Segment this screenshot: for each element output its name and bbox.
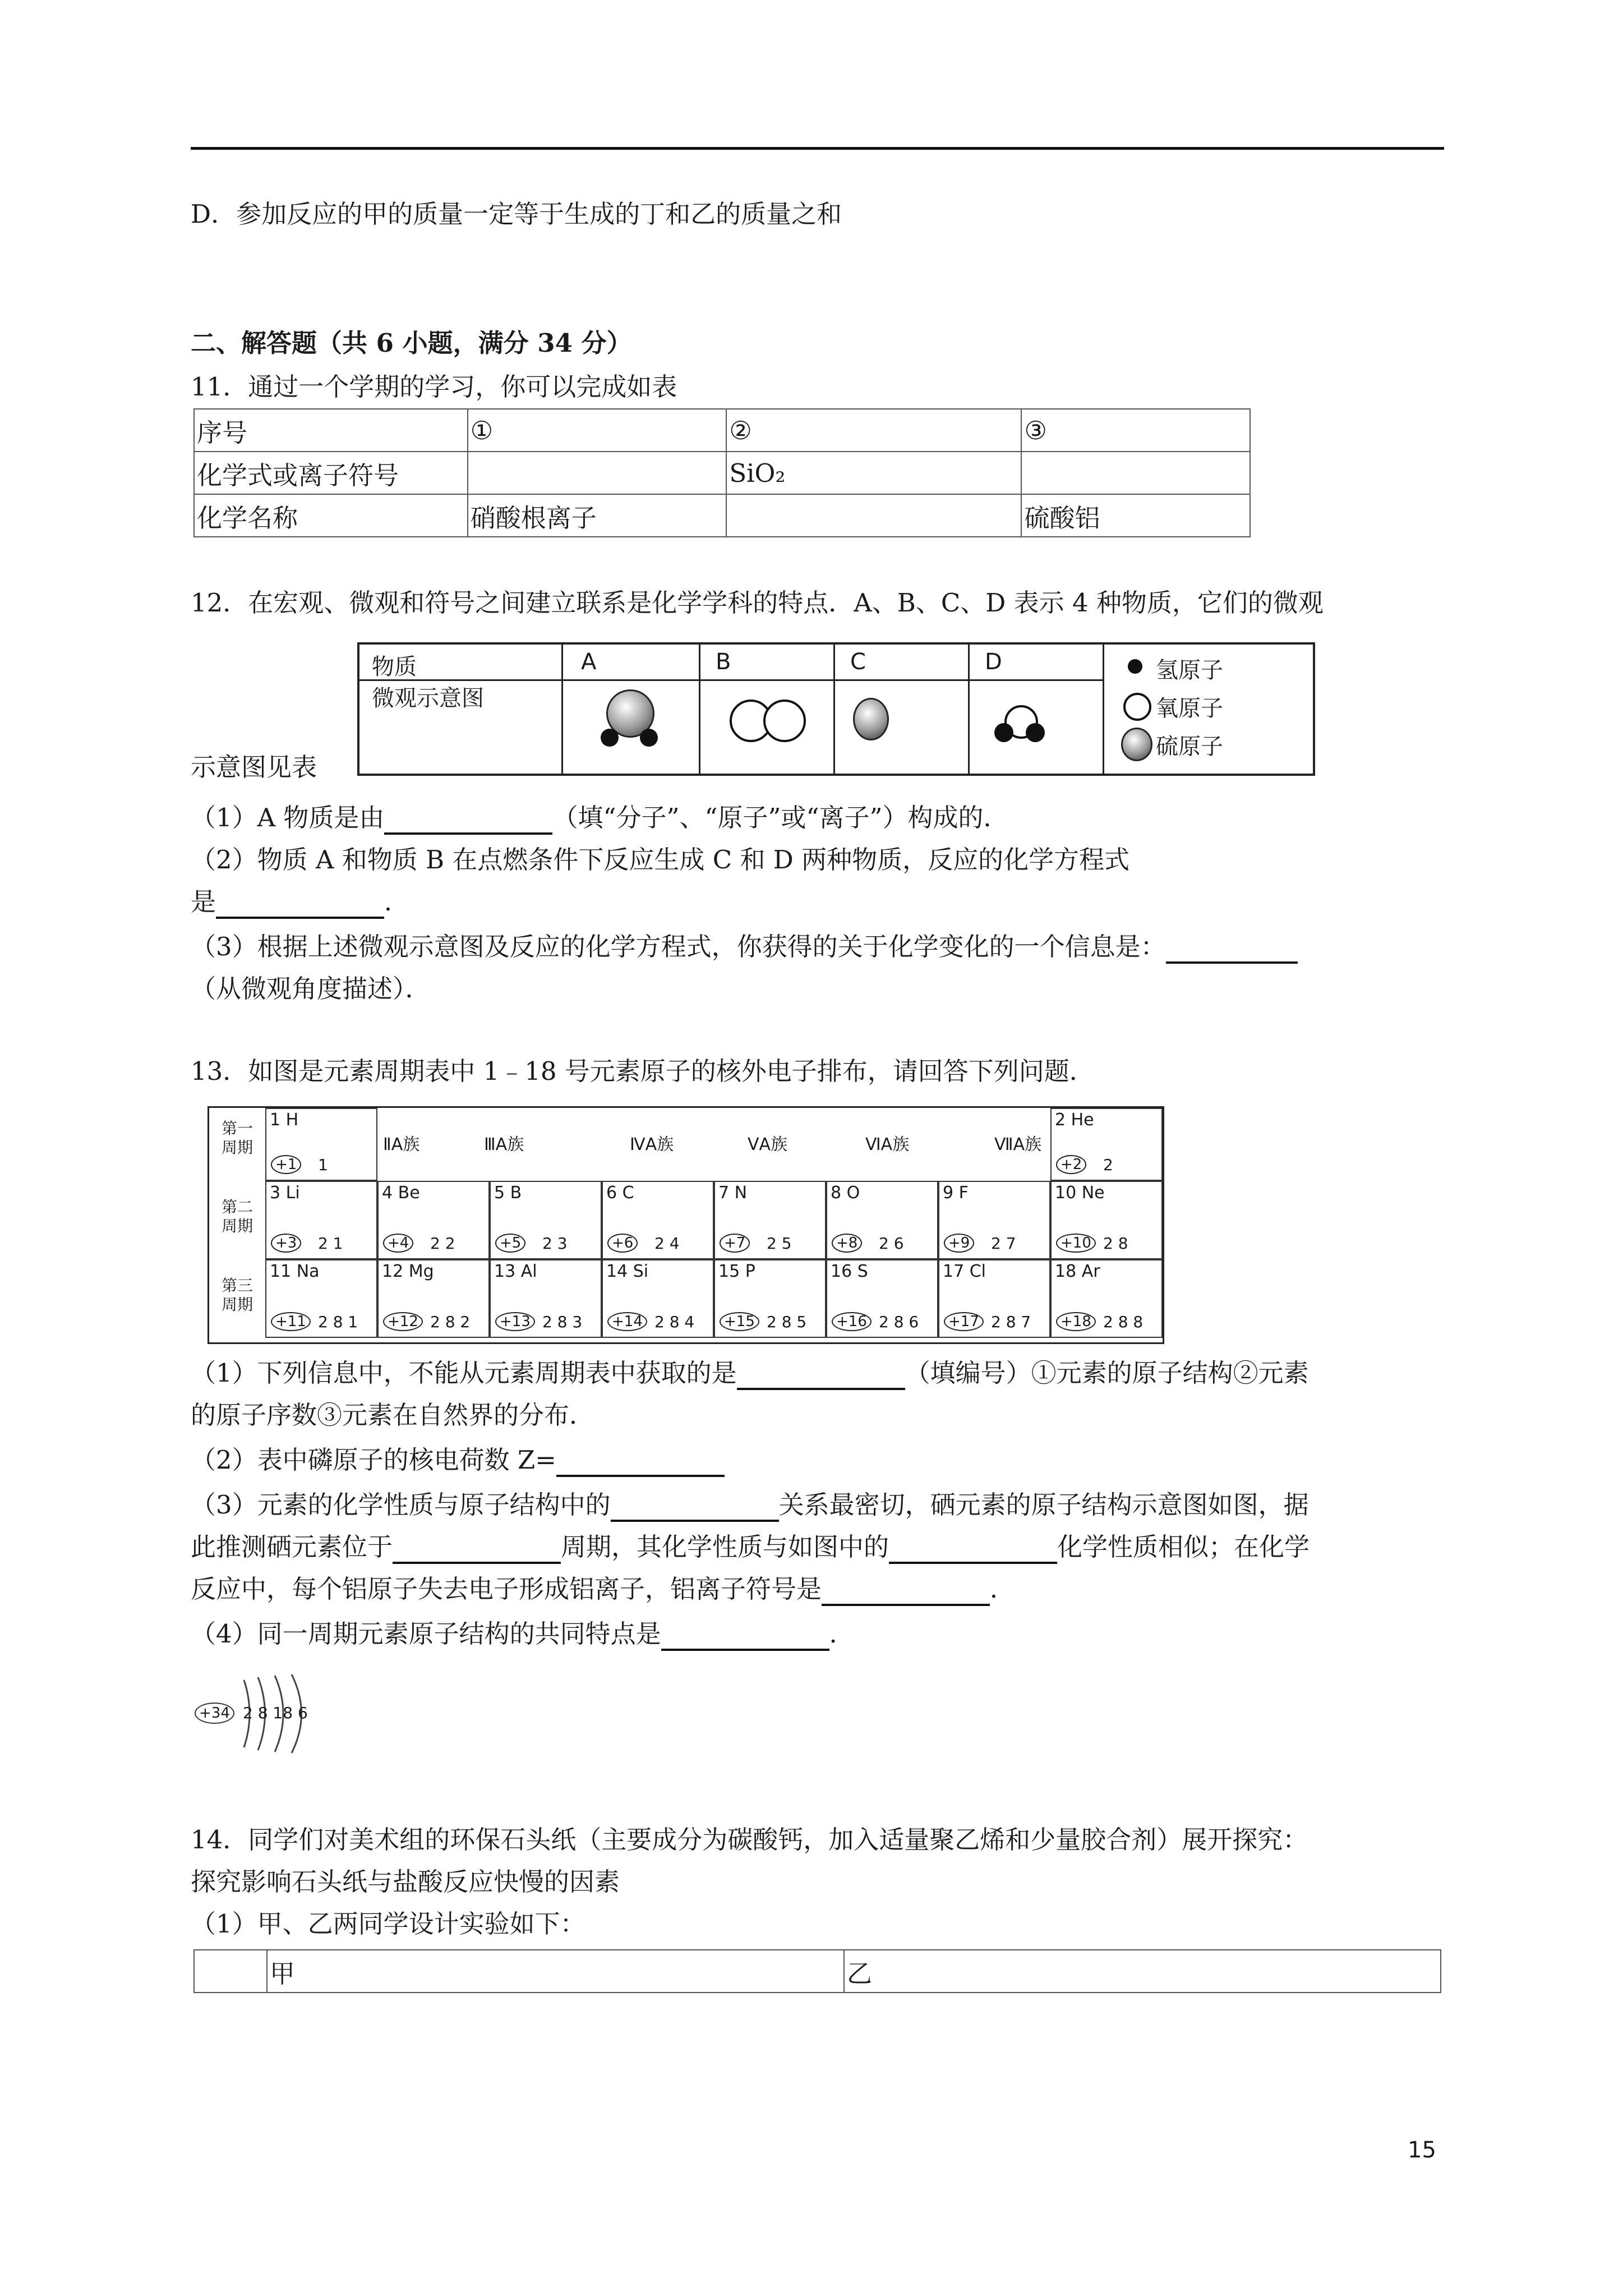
nucleus-charge: +1: [271, 1155, 301, 1174]
q12-p1-a: （1）A 物质是由: [191, 803, 385, 832]
answer-blank[interactable]: [1166, 937, 1298, 964]
electron-shells: 2 1: [318, 1234, 343, 1253]
table-row: [194, 452, 1250, 494]
element-cell: [490, 1259, 602, 1338]
element-symbol: 3 Li: [270, 1183, 300, 1203]
electron-shells: 2 8 7: [991, 1313, 1031, 1331]
periodic-table: [208, 1106, 1164, 1344]
element-symbol: 8 O: [831, 1183, 860, 1203]
element-cell: [826, 1259, 938, 1338]
q12-part3-tail: （从微观角度描述）．: [191, 974, 431, 1004]
header-rule: [191, 147, 1444, 150]
hydrogen-atom-icon: [640, 729, 658, 747]
element-symbol: 13 Al: [494, 1262, 537, 1281]
nucleus-charge: +13: [495, 1312, 535, 1331]
electron-shells: 2 6: [879, 1234, 904, 1253]
col-a: A: [581, 649, 597, 675]
element-cell: [490, 1181, 602, 1259]
selenium-atom-diagram: [193, 1669, 322, 1759]
col-b: B: [716, 649, 731, 675]
q13-part3-line3: [191, 1572, 1015, 1606]
electron-shells: 2 4: [654, 1234, 680, 1253]
q14-table: [193, 1949, 1441, 1993]
legend-hydrogen: 氢原子: [1156, 657, 1223, 683]
element-symbol: 4 Be: [382, 1183, 420, 1203]
electron-shells: 1: [318, 1156, 328, 1174]
q13-part1-tail: 的原子序数③元素在自然界的分布．: [191, 1400, 595, 1430]
element-symbol: 18 Ar: [1055, 1262, 1100, 1281]
nucleus-charge: +8: [832, 1234, 862, 1253]
nucleus-charge: +14: [607, 1312, 647, 1331]
element-cell: [1050, 1108, 1163, 1181]
q12-p1-b: （填“分子”、“原子”或“离子”）构成的．: [552, 803, 1009, 832]
selenium-shells: 2 8 18 6: [243, 1704, 308, 1722]
q13-p3-d: 周期，其化学性质与如图中的: [561, 1532, 889, 1562]
q12-part1: [191, 801, 1008, 835]
element-symbol: 15 P: [718, 1262, 755, 1281]
q13-p3-b: 关系最密切，硒元素的原子结构示意图如图，据: [778, 1490, 1309, 1520]
q12-part2-answer: [191, 885, 409, 919]
element-symbol: 11 Na: [270, 1262, 320, 1281]
table-cell: ③: [1021, 409, 1250, 452]
element-symbol: 10 Ne: [1055, 1183, 1105, 1203]
period-label: 第三周期: [221, 1276, 253, 1314]
hydrogen-legend-icon: [1128, 659, 1142, 674]
element-cell: [602, 1181, 714, 1259]
hydrogen-atom-icon: [1026, 723, 1045, 742]
element-cell: [938, 1259, 1050, 1338]
nucleus-charge: +10: [1056, 1234, 1096, 1253]
electron-shells: 2 7: [991, 1234, 1016, 1253]
group-label: ⅣA族: [630, 1135, 674, 1154]
nucleus-charge: +7: [720, 1234, 750, 1253]
legend-sulfur: 硫原子: [1156, 734, 1223, 760]
q13-p3-e: 化学性质相似；在化学: [1057, 1532, 1310, 1562]
q12-stem-tail: 示意图见表: [191, 752, 317, 782]
element-symbol: 7 N: [718, 1183, 748, 1203]
nucleus-charge: +16: [832, 1312, 872, 1331]
table-cell: 硫酸铝: [1021, 494, 1250, 537]
table-cell: [468, 452, 727, 494]
q14-stem: 14．同学们对美术组的环保石头纸（主要成分为碳酸钙，加入适量聚乙烯和少量胶合剂）展开探究：: [191, 1825, 1308, 1855]
answer-blank[interactable]: [661, 1624, 829, 1651]
selenium-nucleus: +34: [195, 1703, 234, 1724]
nucleus-charge: +5: [495, 1234, 525, 1253]
element-symbol: 5 B: [494, 1183, 522, 1203]
section-title: 二、解答题（共 6 小题，满分 34 分）: [191, 328, 632, 358]
q13-p4-b: ．: [829, 1619, 855, 1649]
group-label: ⅥA族: [865, 1135, 910, 1154]
substance-header: 物质: [372, 654, 417, 680]
oxygen-atom-icon: [763, 700, 806, 742]
element-cell: [377, 1259, 490, 1338]
answer-blank[interactable]: [611, 1495, 779, 1522]
element-symbol: 9 F: [943, 1183, 969, 1203]
period-label: 第二周期: [221, 1198, 253, 1235]
table-row: [194, 1950, 1441, 1993]
q12-p3-a: （3）根据上述微观示意图及反应的化学方程式，你获得的关于化学变化的一个信息是：: [191, 932, 1166, 961]
electron-shells: 2 8 5: [767, 1313, 807, 1331]
element-symbol: 1 H: [270, 1110, 299, 1130]
nucleus-charge: +9: [944, 1234, 974, 1253]
q13-stem: 13．如图是元素周期表中 1﹣18 号元素原子的核外电子排布，请回答下列问题．: [191, 1056, 1095, 1086]
sulfur-atom-icon: [853, 698, 889, 740]
q13-part4: [191, 1617, 855, 1651]
element-symbol: 14 Si: [606, 1262, 649, 1281]
q14-part1: （1）甲、乙两同学设计实验如下：: [191, 1909, 585, 1939]
answer-blank[interactable]: [216, 892, 384, 919]
q13-p4-a: （4）同一周期元素原子结构的共同特点是: [191, 1619, 661, 1649]
q13-part2: [191, 1443, 725, 1477]
q13-p2-a: （2）表中磷原子的核电荷数 Z=: [191, 1445, 556, 1475]
electron-shells: 2 8 8: [1103, 1313, 1144, 1331]
element-symbol: 6 C: [606, 1183, 634, 1203]
q12-part3: [191, 930, 1298, 964]
electron-shells: 2 2: [430, 1234, 455, 1253]
legend-oxygen: 氧原子: [1156, 696, 1223, 721]
nucleus-charge: +3: [271, 1234, 301, 1253]
answer-blank[interactable]: [393, 1537, 561, 1564]
q13-p3-c: 此推测硒元素位于: [191, 1532, 393, 1562]
element-cell: [377, 1181, 490, 1259]
element-cell: [826, 1181, 938, 1259]
q12-p2-b: 是: [191, 887, 216, 917]
table-row: [194, 494, 1250, 537]
element-cell: [602, 1259, 714, 1338]
q12-part2: （2）物质 A 和物质 B 在点燃条件下反应生成 C 和 D 两种物质，反应的化学方程式: [191, 845, 1130, 875]
q13-part3: [191, 1488, 1309, 1522]
element-cell: [265, 1108, 377, 1181]
q12-stem: 12．在宏观、微观和符号之间建立联系是化学学科的特点．A、B、C、D 表示 4 种物质，它们的微观: [191, 588, 1324, 618]
element-cell: [1050, 1181, 1163, 1259]
microscopic-table: [357, 642, 1315, 776]
element-cell: [265, 1259, 377, 1338]
q11-table: [193, 408, 1251, 537]
electron-shells: 2 8 1: [318, 1313, 358, 1331]
period-label: 第一周期: [221, 1119, 253, 1157]
nucleus-charge: +15: [720, 1312, 759, 1331]
q13-p1-a: （1）下列信息中，不能从元素周期表中获取的是: [191, 1358, 737, 1388]
q13-part1: [191, 1356, 1309, 1390]
electron-shells: 2 8 2: [430, 1313, 471, 1331]
nucleus-charge: +12: [383, 1312, 423, 1331]
electron-shells: 2: [1103, 1156, 1113, 1174]
electron-shells: 2 8: [1103, 1234, 1128, 1253]
table-cell: 乙: [844, 1950, 1441, 1993]
table-cell: [194, 1950, 267, 1993]
diagram-header: 微观示意图: [372, 685, 484, 711]
nucleus-charge: +17: [944, 1312, 984, 1331]
hydrogen-atom-icon: [994, 723, 1013, 742]
q13-part3-line2: [191, 1530, 1310, 1564]
table-cell: SiO₂: [726, 452, 1021, 494]
element-cell: [938, 1181, 1050, 1259]
group-label: ⅦA族: [994, 1135, 1042, 1154]
electron-shells: 2 8 6: [879, 1313, 919, 1331]
element-symbol: 12 Mg: [382, 1262, 434, 1281]
q13-p3-g: ．: [990, 1574, 1016, 1604]
element-symbol: 2 He: [1055, 1110, 1094, 1130]
table-cell: ①: [468, 409, 727, 452]
table-cell: ②: [726, 409, 1021, 452]
nucleus-charge: +6: [607, 1234, 638, 1253]
electron-shells: 2 8 4: [654, 1313, 695, 1331]
nucleus-charge: +11: [271, 1312, 311, 1331]
hydrogen-atom-icon: [601, 729, 619, 747]
table-cell: [726, 494, 1021, 537]
element-cell: [1050, 1259, 1163, 1338]
table-cell: [1021, 452, 1250, 494]
answer-blank[interactable]: [737, 1363, 905, 1390]
element-cell: [714, 1181, 826, 1259]
element-cell: [714, 1259, 826, 1338]
table-cell: 硝酸根离子: [468, 494, 727, 537]
q13-p3-a: （3）元素的化学性质与原子结构中的: [191, 1490, 611, 1520]
element-symbol: 16 S: [831, 1262, 868, 1281]
electron-shells: 2 8 3: [542, 1313, 583, 1331]
table-cell: 甲: [267, 1950, 844, 1993]
oxygen-legend-icon: [1123, 693, 1151, 721]
col-d: D: [985, 649, 1002, 675]
q14-stem2: 探究影响石头纸与盐酸反应快慢的因素: [191, 1867, 620, 1897]
element-symbol: 17 Cl: [943, 1262, 986, 1281]
element-cell: [265, 1181, 377, 1259]
table-cell: 化学式或离子符号: [194, 452, 468, 494]
table-cell: 化学名称: [194, 494, 468, 537]
col-c: C: [850, 649, 866, 675]
electron-shells: 2 5: [767, 1234, 792, 1253]
nucleus-charge: +18: [1056, 1312, 1096, 1331]
table-row: [194, 409, 1250, 452]
sulfur-legend-icon: [1121, 728, 1152, 761]
q13-p3-f: 反应中，每个铝原子失去电子形成铝离子，铝离子符号是: [191, 1574, 822, 1604]
table-cell: 序号: [194, 409, 468, 452]
answer-blank[interactable]: [384, 808, 552, 835]
group-label: ⅡA族: [383, 1135, 420, 1154]
q11-stem: 11．通过一个学期的学习，你可以完成如表: [191, 372, 677, 402]
option-d: D．参加反应的甲的质量一定等于生成的丁和乙的质量之和: [191, 199, 842, 229]
group-label: ⅢA族: [484, 1135, 524, 1154]
page-number: 15: [1408, 2137, 1436, 2163]
nucleus-charge: +2: [1056, 1155, 1086, 1174]
q12-p2-c: ．: [384, 887, 410, 917]
answer-blank[interactable]: [556, 1450, 725, 1477]
electron-shells: 2 3: [542, 1234, 568, 1253]
answer-blank[interactable]: [889, 1537, 1057, 1564]
nucleus-charge: +4: [383, 1234, 413, 1253]
group-label: ⅤA族: [748, 1135, 788, 1154]
answer-blank[interactable]: [822, 1579, 990, 1606]
q13-p1-b: （填编号）①元素的原子结构②元素: [905, 1358, 1309, 1388]
